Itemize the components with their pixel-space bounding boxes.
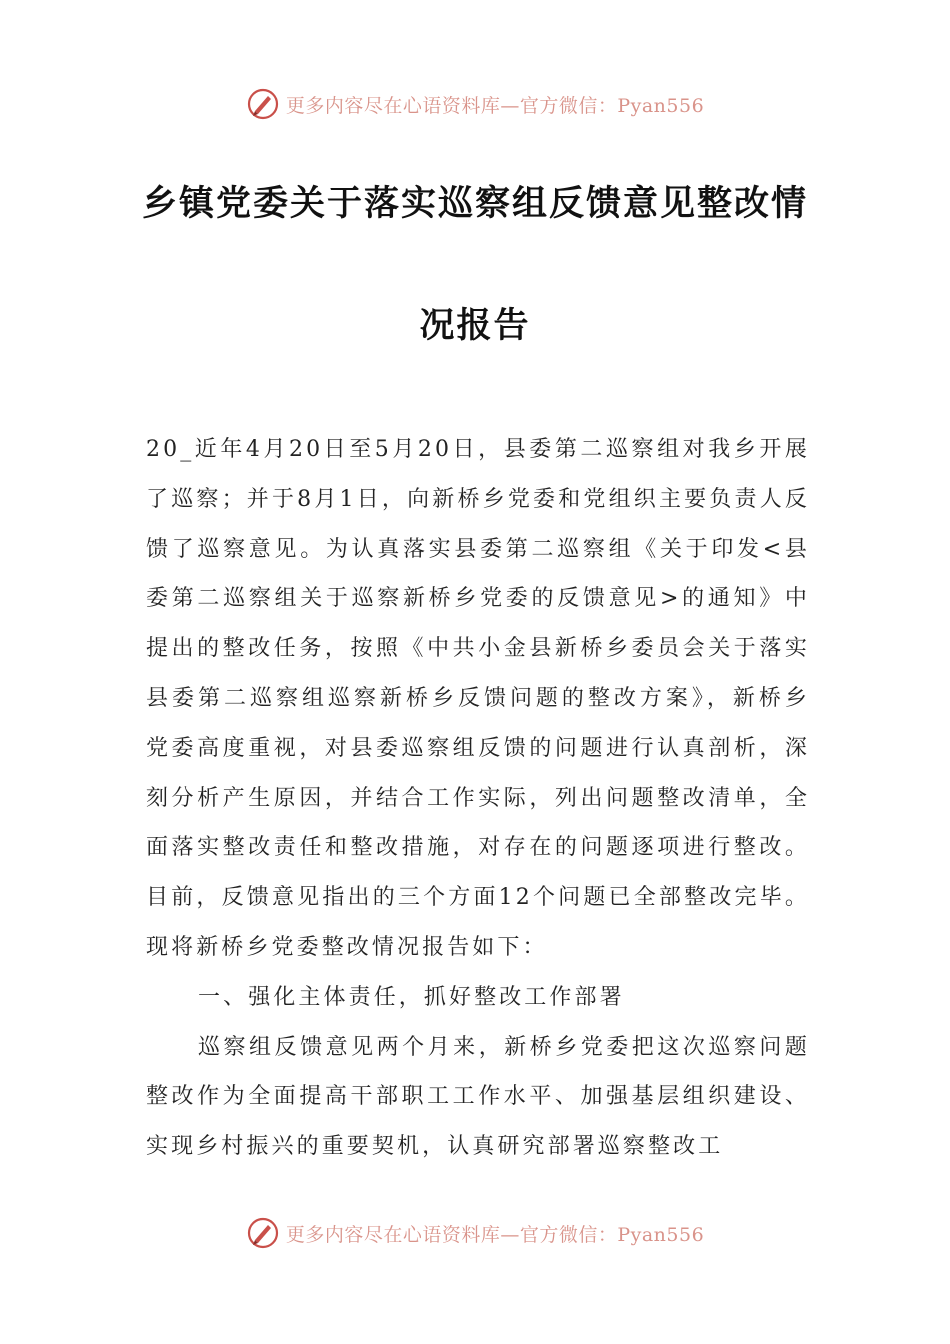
body-paragraph-section-1: 巡察组反馈意见两个月来，新桥乡党委把这次巡察问题整改作为全面提高干部职工工作水平、加强基层组织建设、实现乡村振兴的重要契机，认真研究部署巡察整改工: [146, 1034, 810, 1160]
document-body: [146, 425, 810, 1172]
watermark-text: 更多内容尽在心语资料库—官方微信：Pyan556: [285, 94, 705, 117]
pen-nib-logo-icon: [246, 87, 280, 121]
watermark-header: [0, 84, 950, 124]
document-title-line-2: 况报告: [419, 306, 531, 346]
watermark-footer: [0, 1213, 950, 1253]
section-heading-1: 一、强化主体责任，抓好整改工作部署: [198, 984, 625, 1010]
watermark-text: 更多内容尽在心语资料库—官方微信：Pyan556: [285, 1223, 705, 1246]
pen-nib-logo-icon: [246, 1216, 280, 1250]
body-paragraph-intro: 20_近年4月20日至5月20日，县委第二巡察组对我乡开展了巡察；并于8月1日，向新桥乡党委和党组织主要负责人反馈了巡察意见。为认真落实县委第二巡察组《关于印发<县委第二巡察组关于巡察新桥乡党委的反馈意见>的通知》中提出的整改任务，按照《中共小金县新桥乡委员会关于落实县委第二巡察组巡察新桥乡反馈问题的整改方案》，新桥乡党委高度重视，对县委巡察组反馈的问题进行认真剖析，深刻分析产生原因，并结合工作实际，列出问题整改清单，全面落实整改责任和整改措施，对存在的问题逐项进行整改。目前，反馈意见指出的三个方面12个问题已全部整改完毕。现将新桥乡党委整改情况报告如下：: [146, 437, 810, 960]
document-title-line-1: 乡镇党委关于落实巡察组反馈意见整改情: [141, 184, 808, 224]
